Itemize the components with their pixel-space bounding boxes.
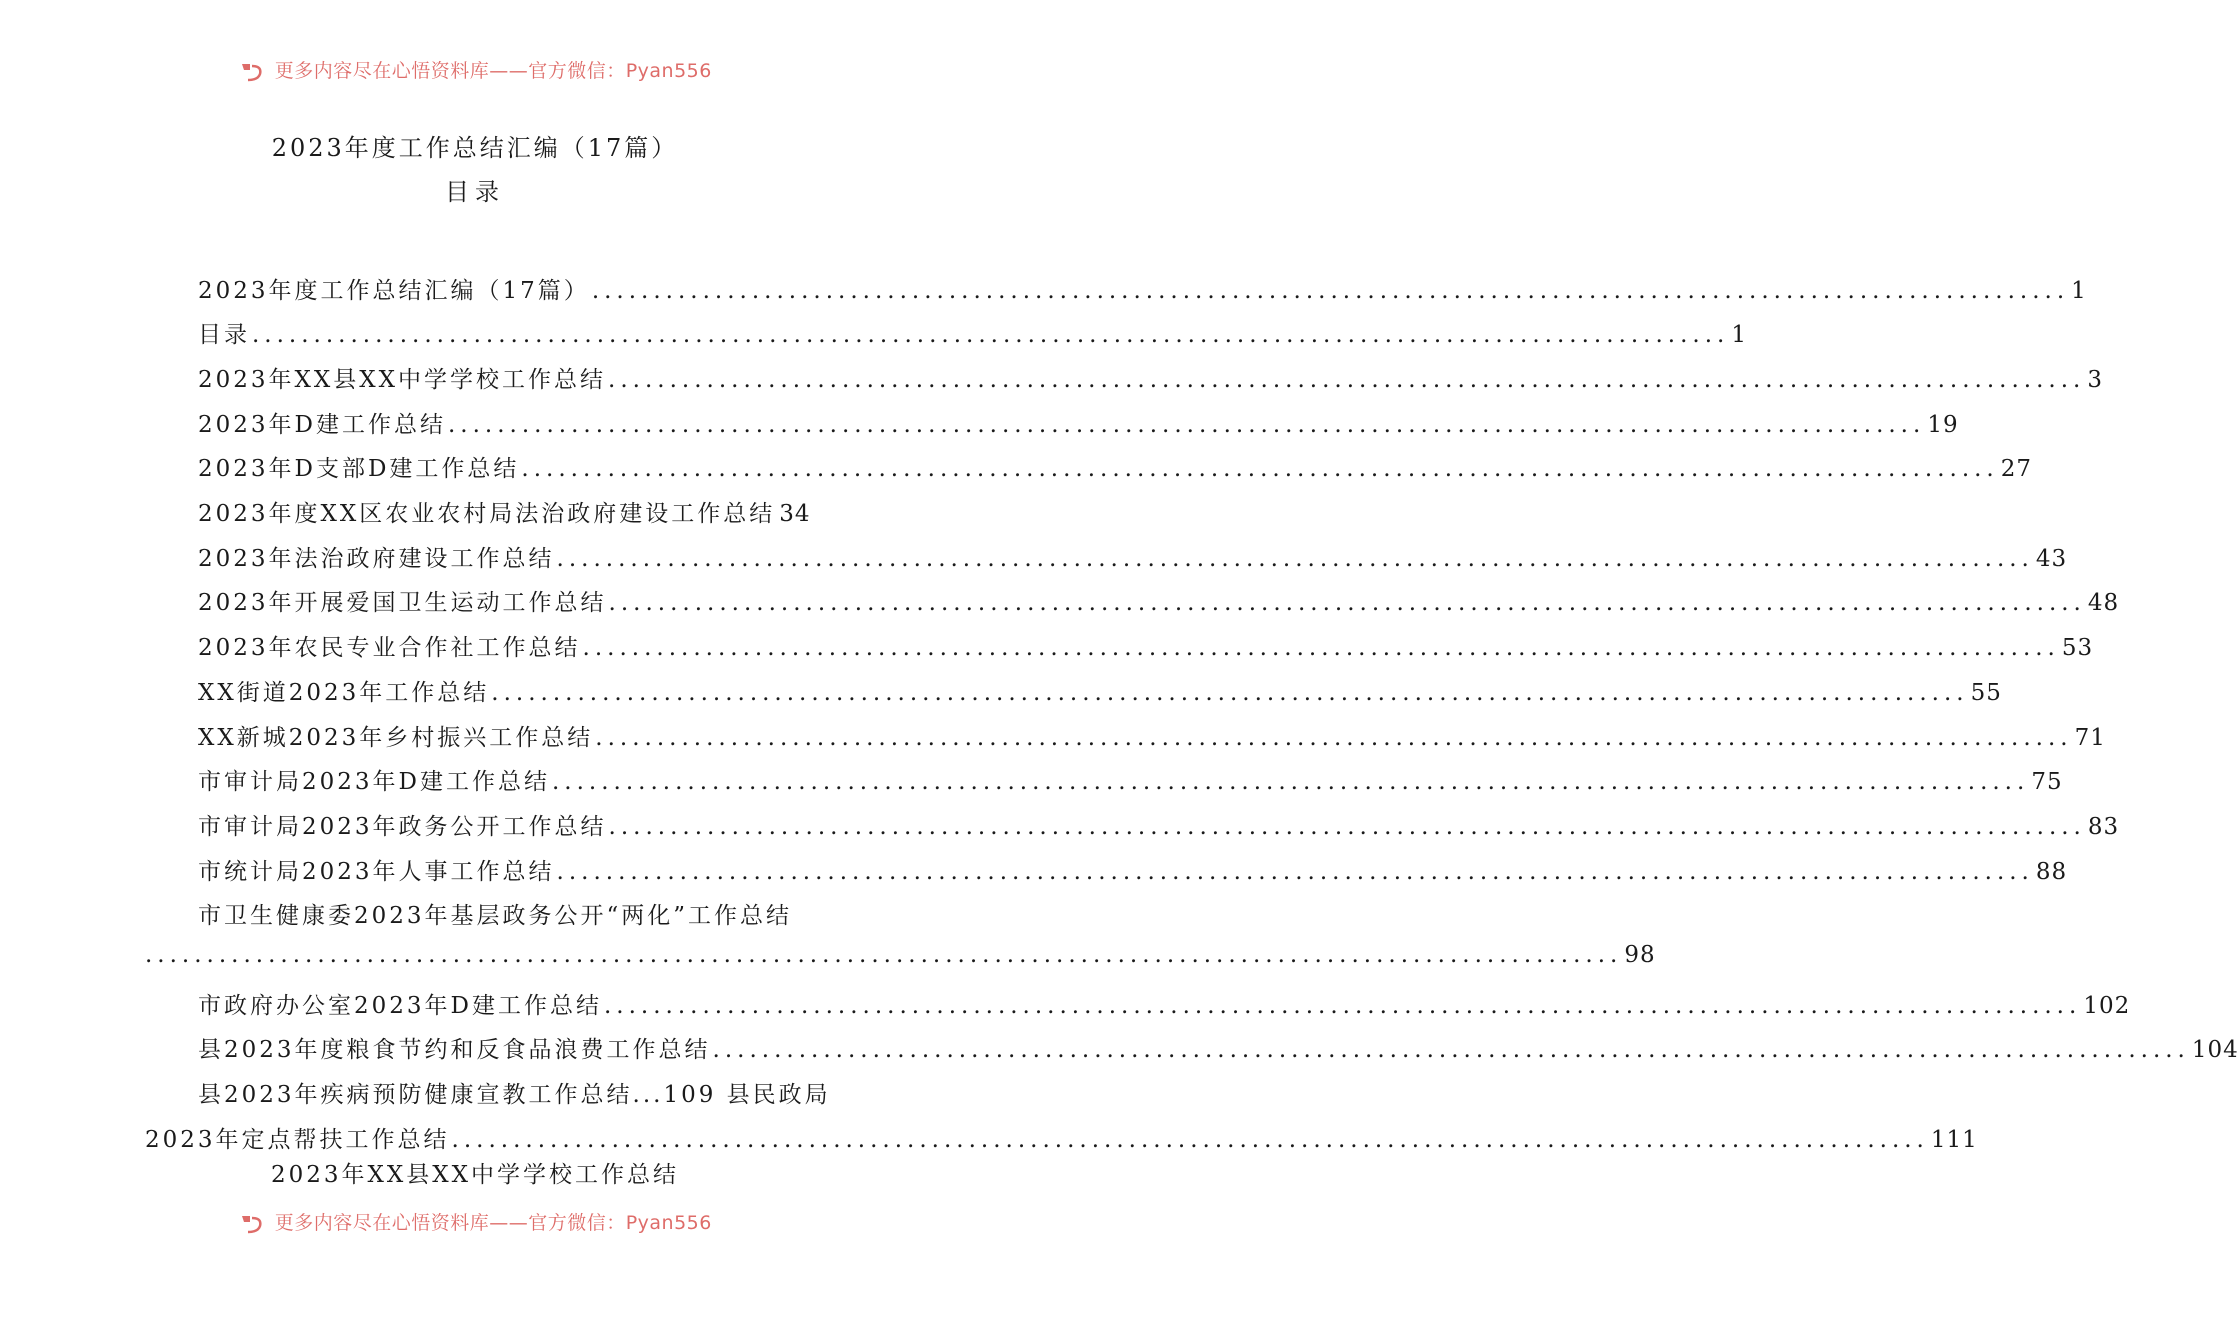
toc-leader — [252, 322, 1729, 348]
toc-entry-wrapped-first-line[interactable]: 县2023年疾病预防健康宣教工作总结...109 县民政局 — [198, 1082, 831, 1108]
toc-entry-page: 88 — [2035, 859, 2068, 885]
toc-entry-title: XX街道2023年工作总结 — [198, 680, 490, 706]
toc-heading: 目录 — [445, 178, 505, 206]
toc-entry[interactable] — [198, 853, 2068, 885]
toc-entry-title: 市政府办公室2023年D建工作总结 — [198, 993, 602, 1019]
toc-leader — [592, 278, 2069, 304]
toc-leader — [452, 1127, 1929, 1153]
toc-entry-page: 1 — [1731, 322, 1747, 348]
toc-entry[interactable] — [198, 540, 2068, 572]
toc-entry-page: 43 — [2035, 546, 2068, 572]
toc-entry-wrapped-second-line[interactable] — [145, 942, 1656, 974]
toc-entry-title: 2023年法治政府建设工作总结 — [198, 546, 555, 572]
toc-leader — [595, 725, 2072, 751]
header-watermark-text: 更多内容尽在心悟资料库——官方微信：Pyan556 — [274, 60, 712, 82]
section-heading: 2023年XX县XX中学学校工作总结 — [270, 1162, 680, 1188]
toc-entry-page: 75 — [2031, 769, 2063, 795]
toc-entry[interactable] — [198, 495, 811, 527]
toc-entry[interactable] — [198, 987, 2131, 1019]
toc-entry[interactable] — [198, 361, 2103, 393]
toc-entry-title: 市统计局2023年人事工作总结 — [198, 859, 555, 885]
toc-entry-page: 83 — [2087, 814, 2120, 840]
footer-watermark — [0, 1208, 950, 1235]
toc-entry[interactable] — [198, 808, 2120, 840]
toc-entry-title: 2023年度工作总结汇编（17篇） — [198, 278, 590, 304]
toc-entry[interactable] — [198, 272, 2087, 304]
toc-entry[interactable] — [198, 1031, 2239, 1063]
toc-leader — [604, 993, 2081, 1019]
brand-logo-icon — [238, 1212, 264, 1234]
toc-entry-title: 2023年D支部D建工作总结 — [198, 456, 520, 482]
document-title: 2023年度工作总结汇编（17篇） — [271, 134, 679, 162]
toc-entry-title: 2023年开展爱国卫生运动工作总结 — [198, 590, 607, 616]
toc-entry-title: 2023年XX县XX中学学校工作总结 — [198, 367, 607, 393]
toc-leader — [557, 859, 2034, 885]
toc-entry-wrapped-first-line[interactable]: 市卫生健康委2023年基层政务公开“两化”工作总结 — [198, 903, 793, 929]
toc-entry-title: 2023年度XX区农业农村局法治政府建设工作总结 — [198, 501, 776, 527]
toc-entry[interactable] — [198, 674, 2002, 706]
toc-entry-page: 19 — [1927, 412, 1959, 438]
toc-leader — [491, 680, 1968, 706]
toc-entry-title: 目录 — [198, 322, 250, 348]
toc-leader — [609, 814, 2086, 840]
toc-leader — [583, 635, 2060, 661]
toc-entry-title: 市审计局2023年政务公开工作总结 — [198, 814, 607, 840]
toc-entry-page: 3 — [2087, 367, 2103, 393]
toc-entry-page: 48 — [2087, 590, 2120, 616]
toc-entry-page: 98 — [1624, 942, 1656, 968]
toc-entry-page: 55 — [1970, 680, 2002, 706]
toc-entry-title: 2023年农民专业合作社工作总结 — [198, 635, 581, 661]
toc-entry-page: 27 — [2000, 456, 2033, 482]
toc-entry-page: 102 — [2083, 993, 2131, 1019]
toc-entry-title: 2023年D建工作总结 — [198, 412, 446, 438]
toc-entry[interactable] — [198, 763, 2063, 795]
toc-entry[interactable] — [198, 406, 1959, 438]
toc-leader — [609, 590, 2086, 616]
toc-leader — [552, 769, 2029, 795]
toc-entry-page: 71 — [2074, 725, 2106, 751]
toc-leader — [608, 367, 2085, 393]
toc-leader — [448, 412, 1925, 438]
toc-entry[interactable] — [198, 719, 2106, 751]
toc-entry-title: 市审计局2023年D建工作总结 — [198, 769, 550, 795]
toc-entry-page: 34 — [779, 501, 811, 527]
toc-leader — [713, 1037, 2190, 1063]
toc-entry-wrapped-second-line[interactable] — [145, 1121, 1978, 1153]
toc-entry[interactable] — [198, 450, 2033, 482]
toc-entry-page: 111 — [1930, 1127, 1978, 1153]
toc-entry-title: XX新城2023年乡村振兴工作总结 — [198, 725, 594, 751]
header-watermark — [0, 56, 950, 83]
toc-entry[interactable] — [198, 316, 1747, 348]
toc-entry[interactable] — [198, 629, 2094, 661]
toc-leader — [521, 456, 1998, 482]
toc-entry-page: 104 — [2191, 1037, 2239, 1063]
footer-watermark-text: 更多内容尽在心悟资料库——官方微信：Pyan556 — [274, 1212, 712, 1234]
toc-leader — [557, 546, 2034, 572]
toc-entry-title: 县2023年度粮食节约和反食品浪费工作总结 — [198, 1037, 711, 1063]
brand-logo-icon — [238, 60, 264, 82]
toc-leader — [145, 942, 1622, 968]
toc-entry-page: 1 — [2071, 278, 2087, 304]
toc-entry[interactable] — [198, 584, 2120, 616]
toc-entry-title: 2023年定点帮扶工作总结 — [145, 1127, 450, 1153]
toc-entry-page: 53 — [2061, 635, 2094, 661]
